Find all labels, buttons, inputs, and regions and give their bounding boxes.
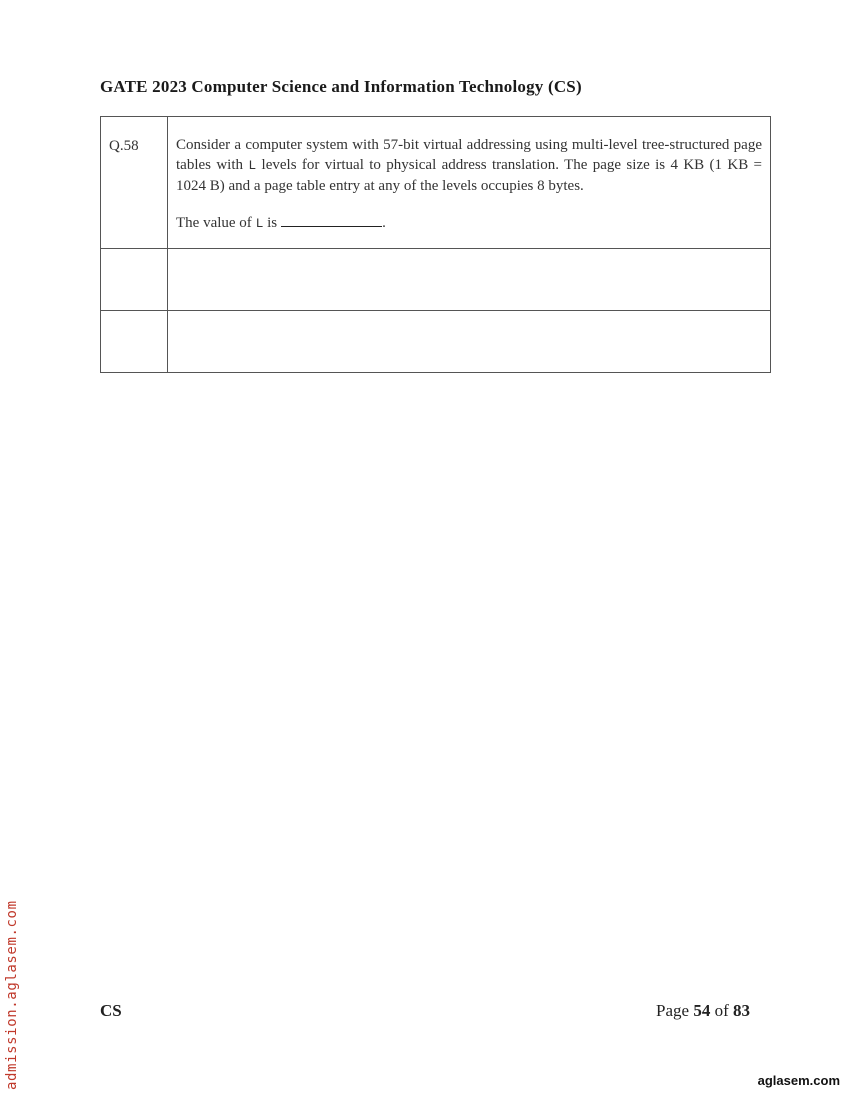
paper-code: CS [100, 1001, 122, 1020]
page-total: 83 [733, 1001, 750, 1020]
answer-blank [281, 212, 382, 227]
empty-row [101, 249, 771, 311]
page-of: of [714, 1001, 729, 1020]
question-text [176, 135, 762, 196]
question-body [168, 117, 771, 249]
empty-cell [168, 249, 771, 311]
variable-l: L [248, 158, 257, 173]
empty-cell [101, 311, 168, 373]
question-table [100, 116, 771, 373]
question-number: Q.58 [101, 117, 168, 249]
brand-watermark: aglasem.com [757, 1073, 840, 1088]
page-current: 54 [693, 1001, 711, 1020]
empty-row [101, 311, 771, 373]
question-text-part1: Consider a computer system with 57-bit virtual addressing using multi-level tree-structured page tables with [176, 137, 762, 173]
side-watermark: admission.aglasem.com [4, 900, 20, 1090]
question-row [101, 117, 771, 249]
page-number [656, 1001, 750, 1021]
page-title: GATE 2023 Computer Science and Information Technology (CS) [100, 77, 582, 96]
answer-variable: L [255, 216, 264, 231]
page-label: Page [656, 1001, 690, 1020]
empty-cell [168, 311, 771, 373]
answer-prompt [176, 212, 762, 234]
answer-prefix: The value of [176, 215, 252, 231]
empty-cell [101, 249, 168, 311]
answer-end: . [382, 215, 386, 231]
answer-suffix: is [267, 215, 278, 231]
question-text-part2: levels for virtual to physical address translation. The page size is 4 KB (1 KB = 1024 B) and a page table entry at any of the levels occupies 8 bytes. [176, 157, 763, 194]
